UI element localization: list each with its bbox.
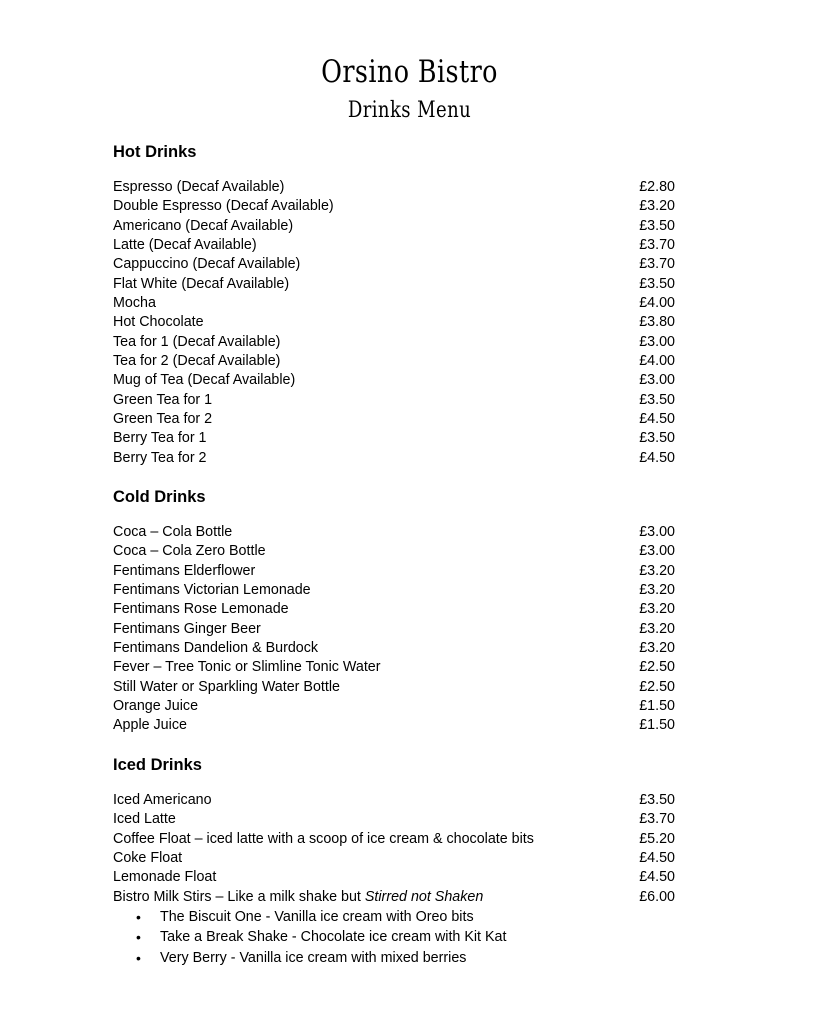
item-price: £2.50	[639, 678, 675, 695]
item-price: £1.50	[639, 697, 675, 714]
menu-item	[113, 236, 675, 255]
item-name: Mocha	[113, 294, 156, 311]
item-price: £4.00	[639, 294, 675, 311]
item-price: £6.00	[639, 888, 675, 905]
item-price: £3.00	[639, 333, 675, 350]
item-name: Green Tea for 2	[113, 410, 213, 427]
item-price: £4.00	[639, 352, 675, 369]
menu-item	[113, 371, 675, 390]
item-name: Coffee Float – iced latte with a scoop of ice cream & chocolate bits	[113, 830, 534, 847]
menu-item	[113, 830, 675, 849]
item-price: £3.50	[639, 275, 675, 292]
menu-item	[113, 275, 675, 294]
item-name: Cappuccino (Decaf Available)	[113, 256, 301, 273]
item-name: Americano (Decaf Available)	[113, 217, 294, 234]
menu-item	[113, 620, 675, 639]
menu-title: Orsino Bistro	[321, 54, 498, 90]
cold-drinks-heading: Cold Drinks	[113, 488, 206, 506]
milk-stir-option: • Take a Break Shake - Chocolate ice cream with Kit Kat	[113, 927, 613, 948]
item-name: Berry Tea for 2	[113, 449, 207, 466]
hot-drinks-heading: Hot Drinks	[113, 143, 197, 161]
menu-item	[113, 849, 675, 868]
item-name: Fentimans Dandelion & Burdock	[113, 639, 319, 656]
item-name: Coca – Cola Zero Bottle	[113, 543, 266, 560]
item-name: Mug of Tea (Decaf Available)	[113, 372, 296, 389]
item-price: £3.00	[639, 372, 675, 389]
item-price: £3.20	[639, 198, 675, 215]
item-price: £4.50	[639, 849, 675, 866]
menu-item	[113, 352, 675, 371]
item-name: Latte (Decaf Available)	[113, 236, 257, 253]
item-price: £3.20	[639, 581, 675, 598]
menu-item	[113, 639, 675, 658]
item-name: Orange Juice	[113, 697, 199, 714]
item-name: Fentimans Victorian Lemonade	[113, 581, 311, 598]
bullet-icon: •	[136, 929, 141, 945]
item-price: £2.80	[639, 179, 675, 195]
hot-drinks-list	[113, 178, 675, 468]
item-name: Fentimans Rose Lemonade	[113, 601, 289, 618]
menu-item	[113, 217, 675, 236]
item-name: Still Water or Sparkling Water Bottle	[113, 678, 340, 695]
menu-item	[113, 313, 675, 332]
iced-drinks-heading: Iced Drinks	[113, 756, 202, 774]
milk-stirs-list	[113, 888, 675, 907]
item-price: £3.20	[639, 601, 675, 618]
item-name: Fentimans Elderflower	[113, 562, 256, 579]
item-price: £3.80	[639, 314, 675, 331]
item-name: Coke Float	[113, 849, 183, 866]
menu-item	[113, 562, 675, 581]
item-price: £4.50	[639, 449, 675, 466]
menu-item	[113, 333, 675, 352]
milk-stir-option: • The Biscuit One - Vanilla ice cream with Oreo bits	[113, 907, 613, 928]
item-price: £3.50	[639, 792, 675, 808]
menu-item	[113, 716, 675, 735]
bullet-icon: •	[136, 908, 141, 925]
item-name: Green Tea for 1	[113, 391, 213, 408]
menu-item	[113, 810, 675, 829]
item-price: £1.50	[639, 717, 675, 734]
menu-item	[113, 523, 675, 542]
menu-item	[113, 178, 675, 197]
item-price: £4.50	[639, 869, 675, 886]
item-price: £3.20	[639, 620, 675, 637]
item-price: £3.00	[639, 524, 675, 540]
iced-drinks-list	[113, 791, 675, 888]
menu-item	[113, 542, 675, 561]
item-price: £3.50	[639, 430, 675, 447]
menu-item	[113, 697, 675, 716]
item-name: Tea for 1 (Decaf Available)	[113, 333, 281, 350]
menu-item	[113, 791, 675, 810]
menu-item-milk-stirs	[113, 888, 675, 907]
item-price: £3.00	[639, 543, 675, 560]
milk-stirs-options	[113, 907, 613, 969]
menu-item	[113, 197, 675, 216]
bullet-icon: •	[136, 949, 141, 966]
cold-drinks-list	[113, 523, 675, 736]
item-name: Flat White (Decaf Available)	[113, 275, 290, 292]
item-name: Espresso (Decaf Available)	[113, 179, 285, 195]
item-name: Tea for 2 (Decaf Available)	[113, 352, 281, 369]
item-price: £3.70	[639, 256, 675, 273]
item-price: £4.50	[639, 410, 675, 427]
item-price: £3.20	[639, 639, 675, 656]
item-name: Hot Chocolate	[113, 314, 204, 331]
item-name: Bistro Milk Stirs – Like a milk shake but Stirred not Shaken	[113, 888, 484, 905]
item-name: Berry Tea for 1	[113, 430, 207, 447]
item-price: £3.70	[639, 236, 675, 253]
menu-item	[113, 255, 675, 274]
menu-item	[113, 449, 675, 468]
item-name: Coca – Cola Bottle	[113, 524, 233, 540]
item-price: £3.50	[639, 391, 675, 408]
menu-item	[113, 600, 675, 619]
item-name: Fentimans Ginger Beer	[113, 620, 261, 637]
menu-item	[113, 658, 675, 677]
menu-item	[113, 410, 675, 429]
menu-item	[113, 294, 675, 313]
menu-item	[113, 678, 675, 697]
menu-subtitle: Drinks Menu	[347, 98, 472, 123]
item-price: £5.20	[639, 830, 675, 847]
menu-item	[113, 868, 675, 887]
item-name: Fever – Tree Tonic or Slimline Tonic Water	[113, 659, 381, 676]
menu-item	[113, 429, 675, 448]
milk-stir-option: • Very Berry - Vanilla ice cream with mixed berries	[113, 948, 613, 969]
item-price: £3.50	[639, 217, 675, 234]
item-name: Iced Latte	[113, 811, 176, 828]
item-name: Apple Juice	[113, 717, 187, 734]
menu-item	[113, 391, 675, 410]
item-name: Double Espresso (Decaf Available)	[113, 198, 334, 215]
item-emphasis: Stirred not Shaken	[364, 888, 484, 905]
menu-item	[113, 581, 675, 600]
item-name: Lemonade Float	[113, 869, 217, 886]
item-price: £3.20	[639, 562, 675, 579]
item-price: £3.70	[639, 811, 675, 828]
item-name: Iced Americano	[113, 792, 212, 808]
item-price: £2.50	[639, 659, 675, 676]
